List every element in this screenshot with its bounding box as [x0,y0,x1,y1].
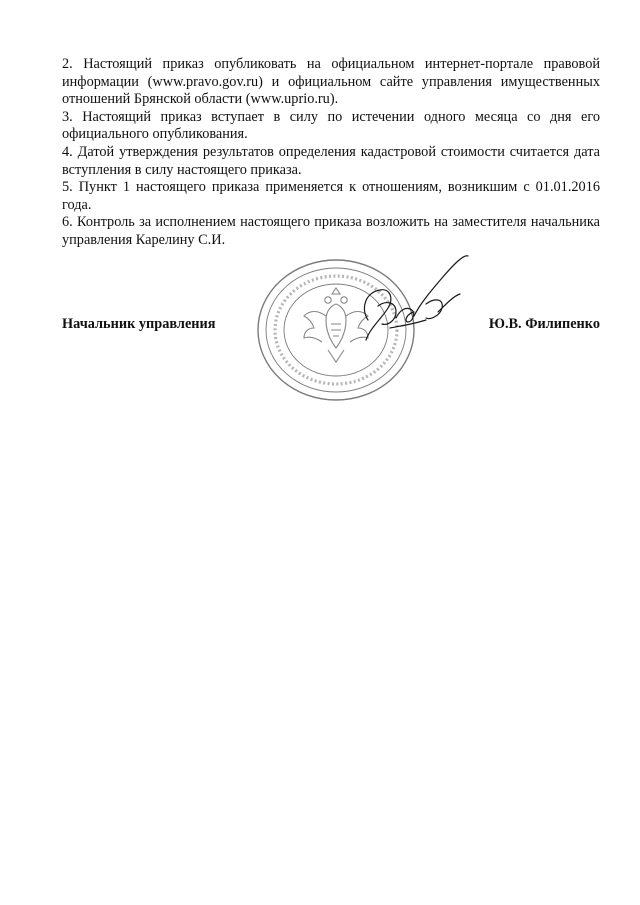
paragraph-item-6: 6. Контроль за исполнением настоящего приказа возложить на заместителя начальника управления Карелину С.И. [62,214,600,248]
handwritten-signature [330,248,480,363]
paragraph-item-2: 2. Настоящий приказ опубликовать на официальном интернет-портале правовой информации (www.pravo.gov.ru) и официальном сайте управления имущественных отношений Брянской области (www.uprio.ru). [62,56,600,108]
document-body [62,56,600,250]
signature-block [62,316,600,338]
signatory-title: Начальник управления [62,316,216,332]
paragraph-item-3: 3. Настоящий приказ вступает в силу по истечении одного месяца со дня его официального опубликования. [62,108,600,143]
signatory-name: Ю.В. Филипенко [488,316,600,332]
paragraph-item-5: 5. Пункт 1 настоящего приказа применяется к отношениям, возникшим с 01.01.2016 года. [62,179,600,213]
paragraph-item-4: 4. Датой утверждения результатов определения кадастровой стоимости считается дата вступления в силу настоящего приказа. [62,143,600,178]
